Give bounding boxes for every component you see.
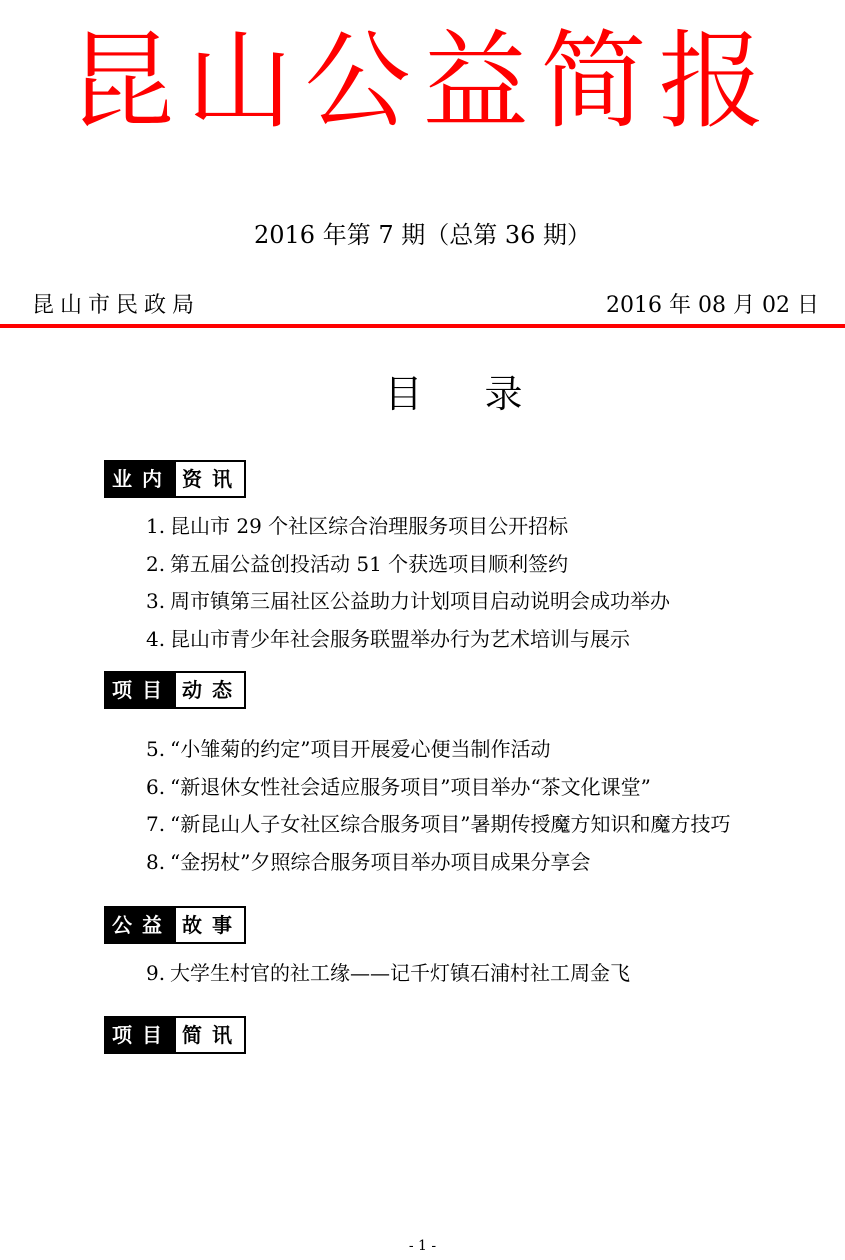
section-tag-dark: 项目 xyxy=(106,673,176,707)
header-divider xyxy=(0,324,845,328)
section-tag-charity-stories xyxy=(104,906,246,944)
toc-title: 目录 xyxy=(384,372,585,416)
page-number: - 1 - xyxy=(408,1238,437,1254)
toc-item[interactable]: 2. 第五届公益创投活动 51 个获选项目顺利签约 xyxy=(146,551,569,576)
section-tag-light: 简讯 xyxy=(176,1018,244,1052)
masthead-title: 昆山公益简报 xyxy=(68,20,777,143)
toc-item[interactable]: 4. 昆山市青少年社会服务联盟举办行为艺术培训与展示 xyxy=(146,626,630,651)
section-tag-dark: 项目 xyxy=(106,1018,176,1052)
toc-item[interactable]: 1. 昆山市 29 个社区综合治理服务项目公开招标 xyxy=(146,514,569,538)
section-tag-dark: 公益 xyxy=(106,908,176,942)
toc-item[interactable]: 7. “新昆山人子女社区综合服务项目”暑期传授魔方知识和魔方技巧 xyxy=(146,812,731,836)
section-tag-light: 动态 xyxy=(176,673,244,707)
publisher: 昆山市民政局 xyxy=(32,293,201,318)
section-tag-industry-news xyxy=(104,460,246,498)
toc-item[interactable]: 6. “新退休女性社会适应服务项目”项目举办“茶文化课堂” xyxy=(146,774,651,799)
toc-list-industry-news xyxy=(146,508,670,658)
toc-item[interactable]: 5. “小雏菊的约定”项目开展爱心便当制作活动 xyxy=(146,737,551,761)
publish-date: 2016 年 08 月 02 日 xyxy=(606,293,819,318)
issue-number: 2016 年第 7 期（总第 36 期） xyxy=(253,221,592,249)
section-tag-dark: 业内 xyxy=(106,462,176,496)
section-tag-light: 故事 xyxy=(176,908,244,942)
section-tag-project-briefs xyxy=(104,1016,246,1054)
section-tag-light: 资讯 xyxy=(176,462,244,496)
section-tag-project-updates xyxy=(104,671,246,709)
toc-item[interactable]: 9. 大学生村官的社工缘——记千灯镇石浦村社工周金飞 xyxy=(146,961,630,985)
toc-list-charity-stories xyxy=(146,955,630,993)
toc-item[interactable]: 8. “金拐杖”夕照综合服务项目举办项目成果分享会 xyxy=(146,849,591,874)
toc-list-project-updates xyxy=(146,731,730,881)
toc-item[interactable]: 3. 周市镇第三届社区公益助力计划项目启动说明会成功举办 xyxy=(146,589,670,613)
